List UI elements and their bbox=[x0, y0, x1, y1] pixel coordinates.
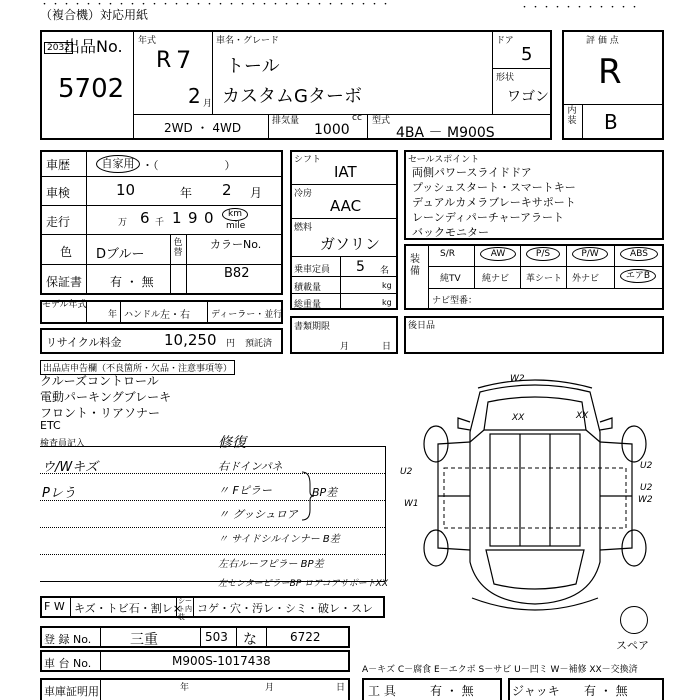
model-name: トール bbox=[226, 56, 280, 77]
mark-w1-left: W1 bbox=[404, 499, 419, 509]
handle-value: 左・右 bbox=[160, 310, 190, 321]
plate-label: 登 録 No. bbox=[44, 633, 92, 646]
compound-label: （複合機）対応用紙 bbox=[40, 8, 149, 22]
type-value: 4BA － M900S bbox=[396, 125, 495, 141]
score-value: R bbox=[598, 52, 622, 92]
seat-label: シート内装 bbox=[178, 597, 192, 621]
cert-label: 車庫証明用 bbox=[44, 685, 99, 698]
year-value: 7 bbox=[176, 46, 192, 74]
mileage-sen: 千 bbox=[155, 218, 165, 228]
hw-repair-1: 右ドインパネ bbox=[218, 460, 283, 473]
color-change: 色替 bbox=[173, 238, 183, 258]
hw-title: 修復 bbox=[218, 435, 246, 451]
inspection-year-unit: 年 bbox=[180, 186, 193, 200]
shift-value: IAT bbox=[334, 163, 357, 181]
equip-aw: AW bbox=[480, 247, 516, 261]
model-year-label: モデル年式 bbox=[42, 300, 87, 310]
color-label: 色 bbox=[60, 245, 73, 259]
mileage-d3: 9 bbox=[188, 209, 198, 227]
color-value: Dブルー bbox=[96, 247, 145, 262]
type-label: 型式 bbox=[372, 116, 391, 126]
hw-repair-5: 左右ルーフピラー BP差 bbox=[218, 559, 324, 570]
interior-label: 内装 bbox=[567, 106, 577, 126]
mileage-d4: 0 bbox=[204, 209, 214, 227]
capacity-unit: 名 bbox=[380, 266, 390, 276]
notes-label: 出品店申告欄（不良箇所・欠品・注意事項等） bbox=[40, 360, 235, 375]
recycle-value: 10,250 bbox=[164, 331, 217, 349]
hw-repair-2: 〃 Fピラー bbox=[218, 484, 272, 497]
recycle-deposit: 預託済 bbox=[245, 339, 273, 349]
history-rest: ・（ ） bbox=[142, 159, 236, 172]
history-value: 自家用 bbox=[96, 155, 140, 173]
score-label: 評 価 点 bbox=[586, 36, 619, 46]
mark-u2-right: U2 bbox=[640, 461, 653, 471]
capacity-label: 乗車定員 bbox=[294, 265, 331, 275]
sales-point-4: レーンディパーチャーアラート bbox=[412, 211, 565, 224]
equip-airbag: エアB bbox=[620, 269, 656, 283]
seat-items: コゲ・穴・汚レ・シミ・破レ・スレ bbox=[197, 602, 373, 615]
mark-w2-right: W2 bbox=[638, 495, 653, 505]
equip-pw: P/W bbox=[572, 247, 608, 261]
sales-point-3: デュアルカメラブレーキサポート bbox=[412, 196, 576, 209]
mark-w2-top: W2 bbox=[510, 374, 525, 384]
sales-point-2: プッシュスタート・スマートキー bbox=[412, 181, 576, 194]
inspection-month: 2 bbox=[222, 181, 232, 199]
chassis-label: 車 台 No. bbox=[44, 657, 92, 670]
mileage-d1: 6 bbox=[140, 209, 150, 227]
hw-bp: BP差 bbox=[312, 486, 338, 499]
inspector-label: 検査員記入 bbox=[40, 439, 86, 449]
shape-value: ワゴン bbox=[507, 89, 549, 105]
inspection-label: 車検 bbox=[46, 186, 71, 200]
cc-unit: cc bbox=[352, 113, 362, 123]
chassis-value: M900S-1017438 bbox=[172, 654, 271, 668]
cert-year: 年 bbox=[180, 683, 190, 693]
shape-label: 形状 bbox=[496, 73, 515, 83]
jack-label: ジャッキ bbox=[512, 684, 560, 698]
recycle-unit: 円 bbox=[226, 339, 236, 349]
equip-leather: 革シート bbox=[526, 274, 563, 284]
model-grade: カスタムGターボ bbox=[222, 86, 362, 107]
right-cut-text: ・・・・・・・・・・・ bbox=[520, 3, 642, 13]
lot-label: 出品No. bbox=[64, 37, 123, 56]
mark-u2-right2: U2 bbox=[640, 483, 653, 493]
top-cut-text: ・・・・・・・・・・・・・・・・・・・・・・・・・・・・・・・・ bbox=[40, 0, 393, 10]
mileage-km: km bbox=[222, 208, 248, 221]
tools-value: 有 ・ 無 bbox=[430, 684, 474, 698]
aircon-label: 冷房 bbox=[294, 189, 313, 199]
aircon-value: AAC bbox=[330, 197, 362, 215]
installed-box bbox=[404, 316, 664, 354]
equip-abs: ABS bbox=[620, 247, 658, 261]
damage-legend: A－キズ C－腐食 E－エクボ S－サビ U－凹ミ W－補修 XX－交換済 bbox=[362, 665, 638, 675]
fw-label: F W bbox=[44, 600, 65, 613]
month-unit: 月 bbox=[203, 99, 213, 109]
warranty-value: 有 ・ 無 bbox=[110, 275, 154, 289]
mark-u2-left: U2 bbox=[400, 467, 413, 477]
color-no-value: B82 bbox=[224, 266, 250, 281]
plate-pref: 三重 bbox=[130, 632, 158, 648]
load-label: 積載量 bbox=[294, 283, 322, 293]
equip-tv: 純TV bbox=[440, 274, 461, 284]
jack-value: 有 ・ 無 bbox=[584, 684, 628, 698]
lot-stamp: 2032 bbox=[44, 42, 73, 54]
model-label: 車名・グレード bbox=[216, 36, 280, 46]
plate-num1: 503 bbox=[205, 630, 228, 644]
gross-unit: kg bbox=[382, 298, 392, 307]
gross-label: 総重量 bbox=[294, 300, 322, 310]
model-year-unit: 年 bbox=[108, 310, 118, 320]
equip-sr: S/R bbox=[440, 249, 455, 259]
mark-xx-2: XX bbox=[576, 411, 589, 421]
warranty-label: 保証書 bbox=[46, 275, 83, 289]
dealer-value: ディーラー・並行 bbox=[211, 310, 283, 320]
spare-label: スペア bbox=[616, 639, 649, 652]
plate-kana: な bbox=[243, 632, 257, 648]
tools-label: 工 具 bbox=[368, 684, 396, 698]
cert-month: 月 bbox=[265, 683, 275, 693]
inspection-month-unit: 月 bbox=[250, 186, 263, 200]
hw-line-1: ウ/Wキズ bbox=[42, 460, 98, 475]
recycle-label: リサイクル料金 bbox=[46, 336, 122, 349]
hw-repair-3: 〃 グッシュロア bbox=[218, 508, 298, 521]
hw-repair-6: 左センターピラーBP ロアコアサポートXX bbox=[218, 579, 388, 589]
handle-label: ハンドル bbox=[124, 310, 161, 320]
note-2: 電動パーキングブレーキ bbox=[40, 390, 172, 404]
note-4: ETC bbox=[40, 419, 61, 432]
registration-label: 書類期限 bbox=[294, 322, 331, 332]
mileage-label: 走行 bbox=[46, 215, 71, 229]
sales-points-label: セールスポイント bbox=[408, 155, 480, 165]
note-1: クルーズコントロール bbox=[40, 374, 159, 388]
capacity-value: 5 bbox=[356, 259, 365, 275]
cert-day: 日 bbox=[336, 683, 346, 693]
plate-num2: 6722 bbox=[290, 630, 321, 644]
note-3: フロント・リアソナー bbox=[40, 406, 161, 420]
door-value: 5 bbox=[521, 44, 533, 65]
brace-icon bbox=[300, 470, 314, 522]
fuel-value: ガソリン bbox=[320, 235, 381, 253]
shift-label: シフト bbox=[294, 155, 322, 165]
year-label: 年式 bbox=[138, 36, 157, 46]
car-diagram bbox=[400, 372, 670, 622]
drive-text: 2WD ・ 4WD bbox=[164, 121, 242, 135]
fuel-label: 燃料 bbox=[294, 223, 313, 233]
sales-point-1: 両側パワースライドドア bbox=[412, 166, 532, 179]
hw-repair-4: 〃 サイドシルインナー B差 bbox=[218, 534, 340, 545]
registration-day: 日 bbox=[382, 342, 392, 352]
mileage-mile: mile bbox=[226, 221, 246, 231]
lot-number: 5702 bbox=[58, 74, 125, 104]
fw-items: キズ・トビ石・割レ× bbox=[74, 602, 182, 615]
disp-label: 排気量 bbox=[272, 116, 300, 126]
equip-navi: 純ナビ bbox=[482, 274, 510, 284]
year-era: R bbox=[156, 48, 172, 73]
registration-month: 月 bbox=[340, 342, 350, 352]
color-no-label: カラーNo. bbox=[210, 238, 262, 251]
disp-value: 1000 bbox=[314, 122, 350, 138]
mileage-man: 万 bbox=[118, 218, 128, 228]
equip-ext-navi: 外ナビ bbox=[572, 274, 600, 284]
history-label: 車歴 bbox=[46, 158, 71, 172]
load-unit: kg bbox=[382, 281, 392, 290]
hw-line-2: Pレう bbox=[42, 486, 76, 501]
equip-ps: P/S bbox=[526, 247, 560, 261]
month-value: 2 bbox=[188, 84, 201, 108]
interior-value: B bbox=[604, 110, 618, 134]
door-label: ドア bbox=[496, 36, 514, 46]
equipment-label: 装備 bbox=[410, 254, 420, 277]
mileage-d2: 1 bbox=[172, 209, 182, 227]
mark-xx-1: XX bbox=[512, 413, 525, 423]
sales-point-5: バックモニター bbox=[412, 226, 489, 239]
navi-model-label: ナビ型番： bbox=[432, 296, 478, 306]
installed-label: 後日品 bbox=[408, 321, 436, 331]
inspection-year: 10 bbox=[116, 181, 136, 199]
